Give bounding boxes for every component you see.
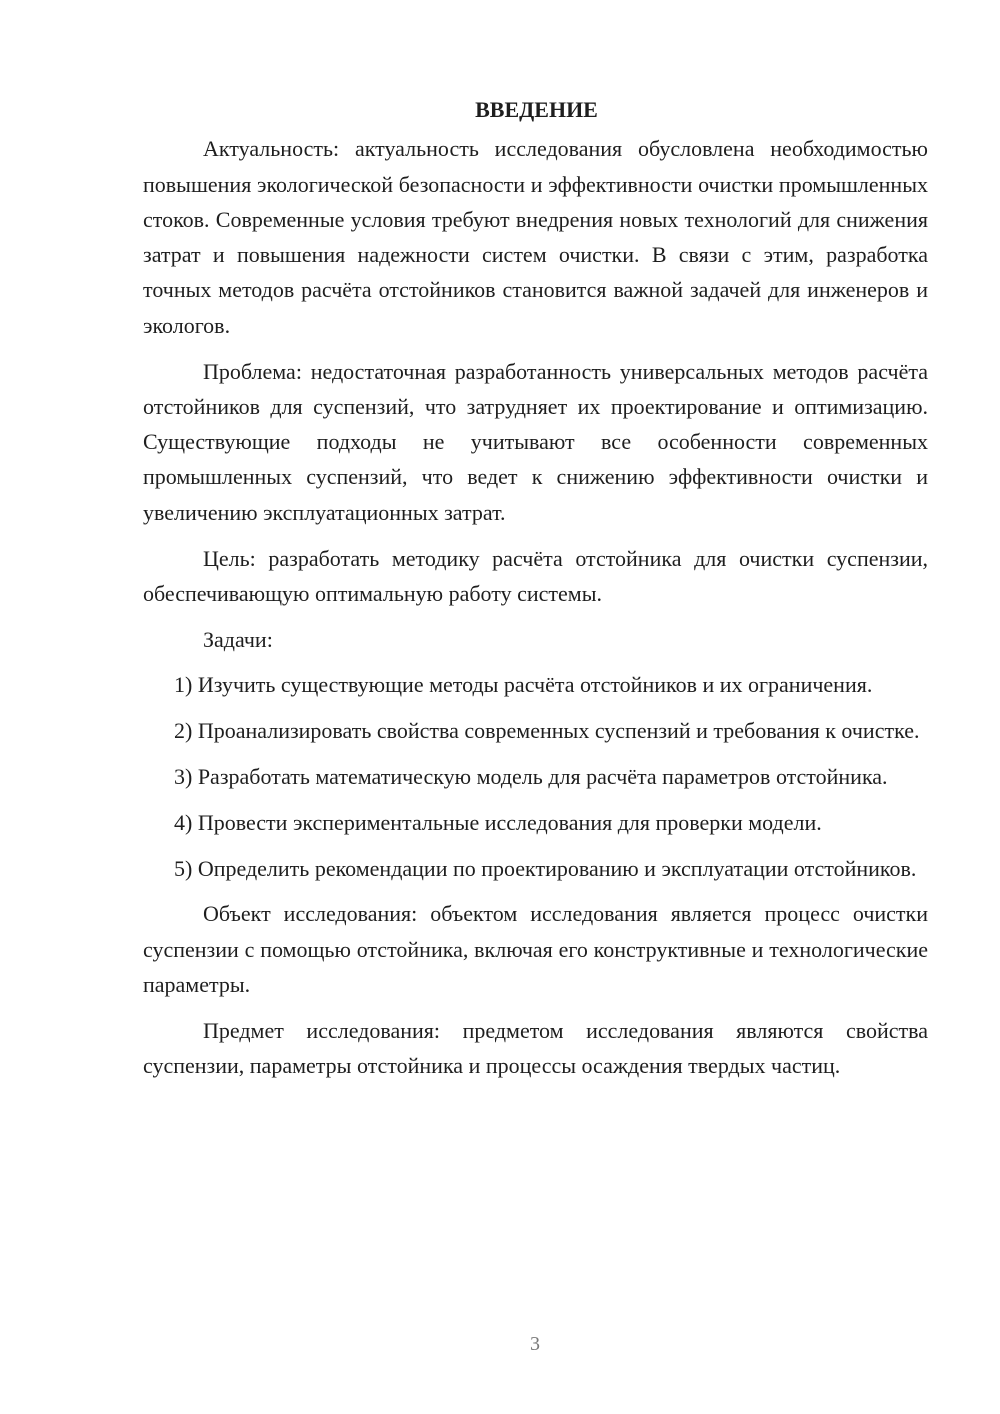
page-content [143,92,928,1094]
page-number: 3 [530,1333,540,1355]
paragraph-subject: Предмет исследования: предметом исследования являются свойства суспензии, параметры отстойника и процессы осаждения твердых частиц. [143,1017,928,1079]
task-item-3: 3) Разработать математическую модель для расчёта параметров отстойника. [174,764,888,790]
paragraph-object: Объект исследования: объектом исследования является процесс очистки суспензии с помощью отстойника, включая его конструктивные и технологические параметры. [143,901,928,998]
task-item-5: 5) Определить рекомендации по проектированию и эксплуатации отстойников. [174,855,917,881]
paragraph-relevance: Актуальность: актуальность исследования обусловлена необходимостью повышения экологической безопасности и эффективности очистки промышленных стоков. Современные условия требуют внедрения новых технологий для снижения затрат и повышения надежности систем очистки. В связи с этим, разработка точных методов расчёта отстойников становится важной задачей для инженеров и экологов. [143,136,928,338]
task-item-2: 2) Проанализировать свойства современных суспензий и требования к очистке. [174,718,920,744]
paragraph-tasks-label: Задачи: [203,626,273,652]
task-item-1: 1) Изучить существующие методы расчёта отстойников и их ограничения. [174,672,873,698]
paragraph-problem: Проблема: недостаточная разработанность универсальных методов расчёта отстойников для суспензий, что затрудняет их проектирование и оптимизацию. Существующие подходы не учитывают все особенности современных промышленных суспензий, что ведет к снижению эффективности очистки и увеличению эксплуатационных затрат. [143,358,928,525]
section-heading: ВВЕДЕНИЕ [475,97,598,122]
task-item-4: 4) Провести экспериментальные исследования для проверки модели. [174,809,822,835]
paragraph-goal: Цель: разработать методику расчёта отстойника для очистки суспензии, обеспечивающую оптимальную работу системы. [143,545,928,606]
